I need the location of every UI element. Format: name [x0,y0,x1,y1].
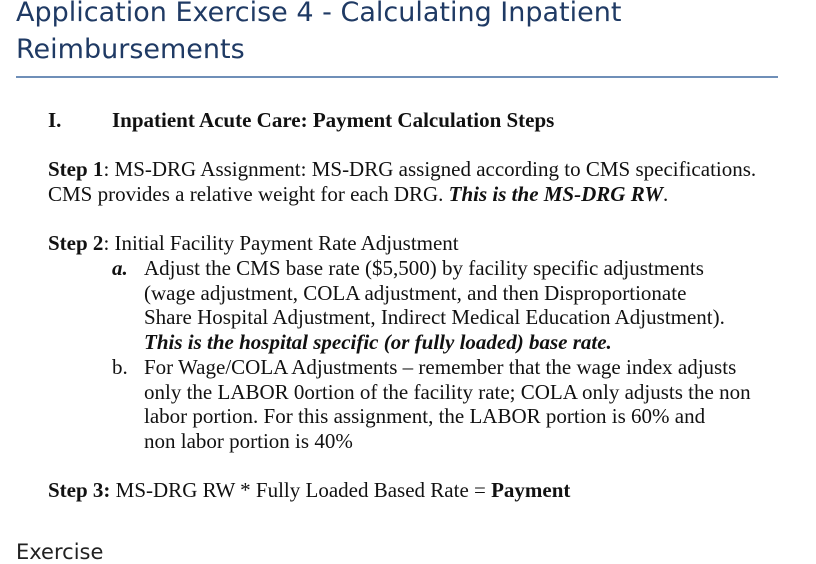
section-number: I. [48,108,62,132]
step1-emphasis: This is the MS-DRG RW [448,182,663,206]
step2-title: : Initial Facility Payment Rate Adjustment [103,231,459,255]
step1-text: : MS-DRG Assignment: MS-DRG assigned according to CMS specifications. [103,157,757,181]
document-title [16,0,796,68]
item-b-body [144,355,751,453]
title-line-1: Application Exercise 4 - Calculating Inpatient [16,0,622,28]
item-a-line: Adjust the CMS base rate ($5,500) by facility specific adjustments [144,256,704,280]
title-divider [16,76,778,78]
item-a-line: Share Hospital Adjustment, Indirect Medical Education Adjustment). [144,305,725,329]
step1-line2-text: CMS provides a relative weight for each DRG. [48,182,449,206]
title-line-2: Reimbursements [16,34,245,65]
cutoff-heading: Exercise [16,540,104,564]
step3-formula: MS-DRG RW * Fully Loaded Based Rate = [110,478,492,502]
item-b-line: For Wage/COLA Adjustments – remember that the wage index adjusts [144,355,737,379]
step3-result: Payment [491,478,571,502]
item-b-line: labor portion. For this assignment, the LABOR portion is 60% and [144,404,706,428]
item-a-line: (wage adjustment, COLA adjustment, and then Disproportionate [144,280,687,305]
step3-line [48,478,570,503]
item-marker-b: b. [112,355,128,379]
item-a-body [144,256,725,354]
item-a-emphasis: This is the hospital specific (or fully loaded) base rate. [144,329,612,354]
step2-label: Step 2 [48,231,104,255]
step1-label: Step 1 [48,157,104,181]
step3-label: Step 3: [48,478,111,502]
step1-period: . [663,182,669,206]
step1-line2 [48,182,668,207]
section-title: Inpatient Acute Care: Payment Calculation Steps [112,108,555,132]
item-b-line: only the LABOR 0ortion of the facility rate; COLA only adjusts the non [144,379,751,404]
step2-heading [48,231,459,256]
item-marker-a: a. [112,256,128,280]
item-b-line: non labor portion is 40% [144,428,353,453]
step1-line1 [48,157,756,182]
